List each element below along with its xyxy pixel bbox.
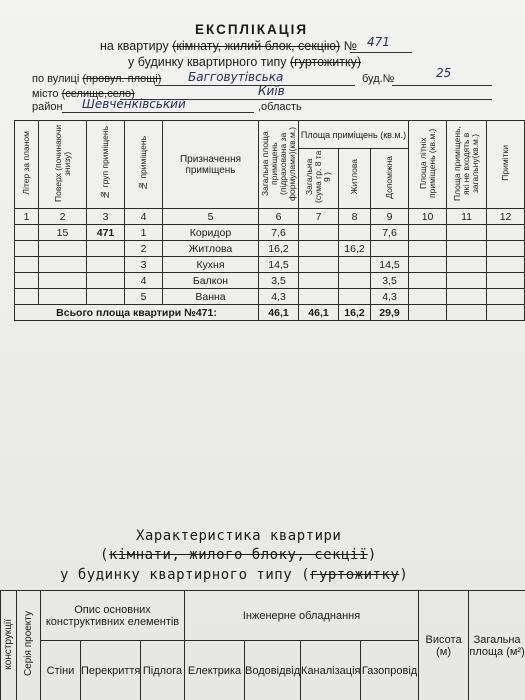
col-header-1: Літер за планом	[15, 121, 39, 209]
building-label: буд.№	[362, 73, 395, 85]
col-header-3: № груп приміщень	[87, 121, 125, 209]
document-title: ЕКСПЛІКАЦІЯ	[195, 22, 309, 37]
water-header: Водовідвід	[245, 641, 301, 700]
construction-col: конструкції	[1, 591, 17, 700]
city-value: Київ	[258, 84, 285, 98]
subtitle-line-2: у будинку квартирного типу (гуртожитку)	[128, 55, 361, 69]
floor-header: Підлога	[141, 641, 185, 700]
characteristics-table	[0, 590, 525, 700]
structural-elements-header: Опис основних конструктивних елементів	[41, 591, 185, 641]
col-header-8: Житлова	[339, 149, 371, 209]
district-underline	[62, 112, 254, 113]
characteristics-title: Характеристика квартири	[136, 528, 342, 544]
explication-table	[14, 120, 525, 321]
district-value: Шевченківський	[82, 97, 186, 111]
table-row: 3 Кухня 14,5 14,5	[15, 257, 525, 273]
table-row: 2 Житлова 16,2 16,2	[15, 241, 525, 257]
walls-header: Стіни	[41, 641, 81, 700]
area-group-header: Площа приміщень (кв.м.)	[299, 121, 409, 149]
col-header-2: Поверх (починаючи знизу)	[39, 121, 87, 209]
col-header-7: Загальна (сума гр. 8 та 9 )	[299, 149, 339, 209]
subtitle-line-1: на квартиру (кімнату, жилий блок, секцію) №	[100, 39, 358, 53]
engineering-header: Інженерне обладнання	[185, 591, 419, 641]
electric-header: Електрика	[185, 641, 245, 700]
height-header: Висота (м)	[419, 591, 469, 700]
col-header-5: Призначення приміщень	[163, 121, 259, 209]
city-label: місто (селище,село)	[32, 88, 135, 100]
total-area-header: Загальна площа (м²)	[469, 591, 525, 700]
col-header-12: Примітки	[487, 121, 525, 209]
region-label: ,область	[258, 101, 302, 113]
col-header-4: № приміщень	[125, 121, 163, 209]
table-row: 5 Ванна 4,3 4,3	[15, 289, 525, 305]
column-numbers-row: 1 2 3 4 5 6 7 8 9 10 11 12	[15, 209, 525, 225]
building-underline	[392, 85, 492, 86]
table-row: 15 471 1 Коридор 7,6 7,6	[15, 225, 525, 241]
characteristics-line3: у будинку квартирного типу (гуртожитку)	[60, 567, 409, 583]
apartment-number-value: 471	[367, 35, 390, 49]
col-header-11: Площа приміщень, які не входять в загальну(кв.м.)	[447, 121, 487, 209]
ceilings-header: Перекриття	[81, 641, 141, 700]
gas-header: Газопровід	[361, 641, 419, 700]
characteristics-struck-line: (кімнати, жилого блоку, секції)	[100, 547, 377, 563]
apartment-number-underline	[350, 52, 412, 53]
table-total-row: Всього площа квартири №471: 46,1 46,1 16,2 29,9	[15, 305, 525, 321]
street-value: Багговутівська	[188, 70, 284, 84]
district-label: район	[32, 101, 63, 113]
building-value: 25	[436, 66, 452, 80]
table-row: 4 Балкон 3,5 3,5	[15, 273, 525, 289]
sewage-header: Каналізація	[301, 641, 361, 700]
street-underline	[155, 85, 355, 86]
project-series-col: Серія проекту	[17, 591, 41, 700]
col-header-10: Площа літніх приміщень (кв.м.)	[409, 121, 447, 209]
street-label: по вулиці (провул. площі)	[32, 73, 162, 85]
table-header-row	[15, 121, 525, 149]
col-header-9: Допоміжна	[371, 149, 409, 209]
col-header-6: Загальна площа приміщень (підрахована за формулами)(кв.м.)	[259, 121, 299, 209]
